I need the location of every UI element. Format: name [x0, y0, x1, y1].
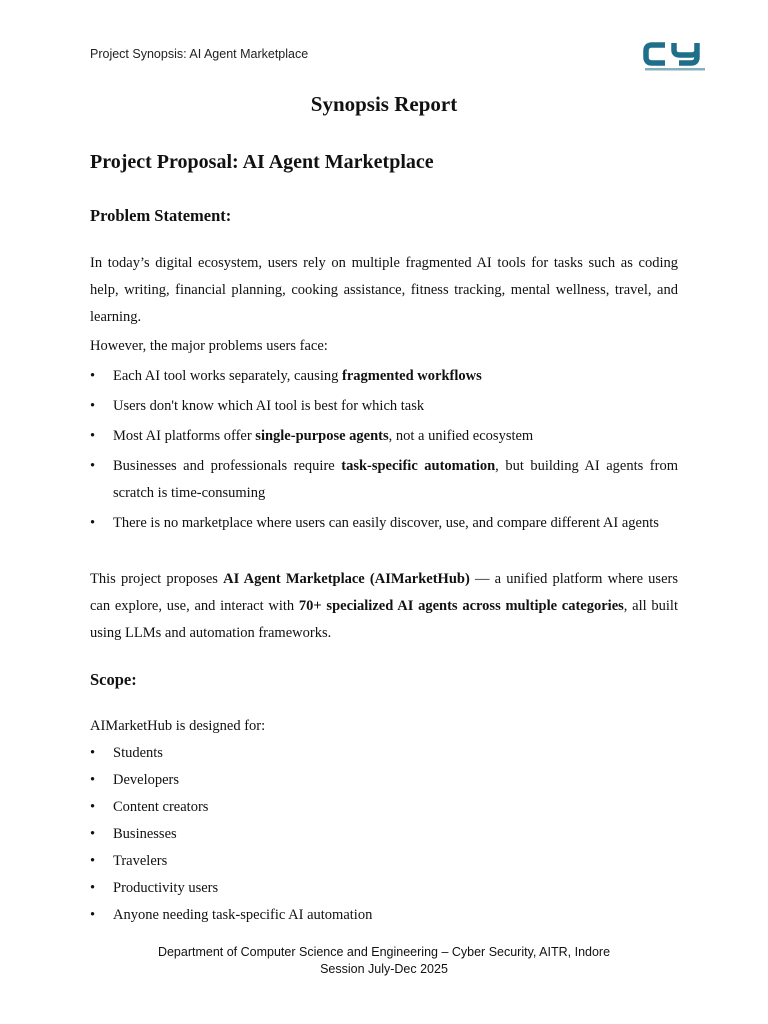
paragraph-bold-text: 70+ specialized AI agents across multiple categories — [298, 598, 624, 614]
bullet-bold-text: fragmented workflows — [341, 368, 482, 384]
problem-bullet-list — [90, 363, 678, 540]
footer-session: Session July-Dec 2025 — [320, 962, 448, 976]
problem-statement-heading: Problem Statement: — [90, 206, 232, 225]
paragraph-bold-text: AI Agent Marketplace (AIMarketHub) — [223, 571, 470, 587]
list-item: • Developers — [90, 767, 678, 794]
department-logo — [643, 40, 707, 74]
bullet-text: , not a unified ecosystem — [388, 428, 534, 444]
report-title: Synopsis Report — [310, 92, 458, 116]
page-footer — [0, 944, 768, 978]
bullet-text: Users don't know which AI tool is best for which task — [113, 398, 425, 414]
running-header: Project Synopsis: AI Agent Marketplace — [90, 47, 309, 61]
problem-intro-paragraph: In today’s digital ecosystem, users rely on multiple fragmented AI tools for tasks such as coding help, writing, financial planning, cooking assistance, fitness tracking, mental wellness, travel, and learning. — [90, 255, 678, 325]
proposal-name: : AI Agent Marketplace — [232, 151, 434, 173]
list-item: • Productivity users — [90, 875, 678, 902]
proposal-label: Project Proposal — [90, 151, 233, 173]
proposal-title — [90, 151, 434, 174]
scope-bullet-list — [90, 740, 678, 929]
list-item — [90, 510, 678, 537]
proposal-paragraph — [90, 566, 678, 647]
bullet-text: Each AI tool works separately, causing — [113, 368, 342, 384]
paragraph-text: , all built using LLMs and automation frameworks. — [90, 598, 678, 641]
list-item: • Anyone needing task-specific AI automation — [90, 902, 678, 929]
list-item: • Content creators — [90, 794, 678, 821]
footer-department: Department of Computer Science and Engineering – Cyber Security, AITR, Indore — [157, 945, 611, 959]
scope-heading: Scope: — [90, 670, 137, 689]
bullet-text: Most AI platforms offer — [113, 428, 256, 444]
bullet-text: Businesses and professionals require — [113, 458, 342, 474]
problem-lead-line: However, the major problems users face: — [90, 338, 328, 354]
list-item — [90, 423, 678, 450]
list-item: • Businesses — [90, 821, 678, 848]
bullet-bold-text: task-specific automation — [341, 458, 496, 474]
list-item: • Students — [90, 740, 678, 767]
paragraph-text: This project proposes — [90, 571, 224, 587]
list-item — [90, 363, 678, 390]
bullet-text: , but building AI agents from scratch is time-consuming — [113, 458, 678, 501]
list-item — [90, 393, 678, 420]
list-item: • Travelers — [90, 848, 678, 875]
paragraph-text: — a unified platform where users can explore, use, and interact with — [90, 571, 678, 614]
list-item — [90, 453, 678, 507]
bullet-text: There is no marketplace where users can easily discover, use, and compare different AI agents — [113, 515, 659, 531]
bullet-bold-text: single-purpose agents — [255, 428, 389, 444]
scope-intro: AIMarketHub is designed for: — [90, 718, 266, 734]
